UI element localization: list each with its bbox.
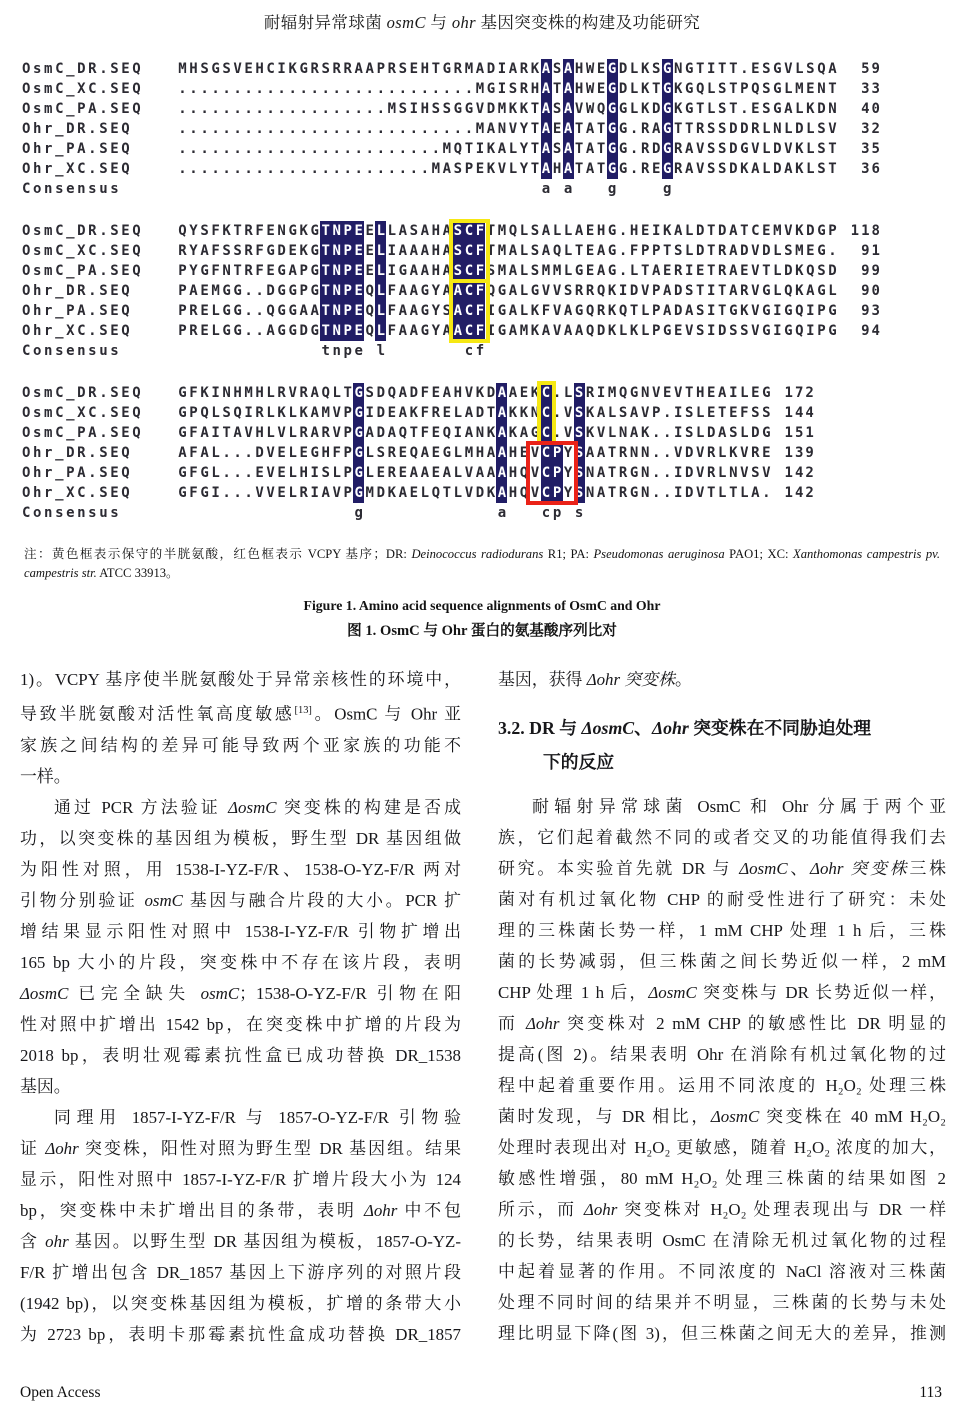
text-line: 的长势，结果表明 OsmC 在清除无机过氧化物的过程 [498,1231,946,1250]
sequence-label: OsmC_XC.SEQ [22,243,144,259]
residue-number: 36 [861,161,882,177]
alignment-row [22,281,964,301]
residue-number: 91 [861,243,882,259]
sequence-label: OsmC_XC.SEQ [22,405,144,421]
sequence-text: a a g g [541,181,672,197]
text-line: 菌时发现，与 DR 相比，ΔosmC 突变株在 40 mM H₂O₂ [498,1107,946,1126]
text-line: 性对照中扩增出 1542 bp，在突变株中扩增的片段为 [20,1014,461,1034]
sequence-text: . . . . . . . . . . . . . . . . . . . M S I H S S G G V D M K K T A S A V W Q G G L K D G K G T L S T . E S G A L K D N [178,101,837,117]
consensus-row [22,179,964,199]
text-line: 而 Δohr 突变株对 2 mM CHP 的敏感性比 DR 明显的 [498,1014,946,1033]
body-column-left [20,664,461,1350]
sequence-text: P Y G F N T R F E G A P G T N P E E L I G A A H A S C F S M A L S M M L G E A G . L T A E R I E T R A E V T L D K Q S D [178,263,837,279]
residue-number: 40 [861,101,882,117]
text-line: 敏感性增强，80 mM H₂O₂ 处理三株菌的结果如图 2 [498,1169,946,1188]
conserved-cysteine-box-yellow [449,219,490,283]
sequence-label: Ohr_XC.SEQ [22,323,133,339]
text-line: 为阳性对照，用 1538-I-YZ-F/R、1538-O-YZ-F/R 两对 [20,859,461,879]
text-line: 为 2723 bp，表明卡那霉素抗性盒成功替换 DR_1857 [20,1324,461,1344]
text-line: ΔosmC 已完全缺失 osmC；1538-O-YZ-F/R 引物在阳 [20,983,461,1003]
residue-number: 142 [784,485,816,501]
residue-number: 90 [861,283,882,299]
sequence-label: Ohr_PA.SEQ [22,141,133,157]
alignment-row [22,463,964,483]
sequence-label: OsmC_XC.SEQ [22,81,144,97]
sequence-text: t n p e l c f [321,343,485,359]
alignment-row [22,423,964,443]
text-line: 菌的长势减弱，但三株菌之间长势近似一样，2 mM [498,952,946,971]
residue-number: 118 [850,223,882,239]
text-line: 理比明显下降(图 3)，但三株菌之间无大的差异，推测 [498,1324,946,1343]
sequence-label: Ohr_XC.SEQ [22,161,133,177]
alignment-block [22,383,964,523]
alignment-row [22,443,964,463]
sequence-label: OsmC_DR.SEQ [22,223,144,239]
sequence-label: Ohr_PA.SEQ [22,303,133,319]
residue-number: 35 [861,141,882,157]
consensus-row [22,503,964,523]
text-line: 证 Δohr 突变株，阳性对照为野生型 DR 基因组。结果 [20,1138,461,1158]
text-line: 1)。VCPY 基序使半胱氨酸处于异常亲核性的环境中， [20,670,461,689]
text-line: 理的三株菌长势一样，1 mM CHP 处理 1 h 后，三株 [498,921,946,940]
text-line: 一样。 [20,766,71,786]
text-line: 通过 PCR 方法验证 ΔosmC 突变株的构建是否成 [54,797,461,817]
text-line: 所示，而 Δohr 突变株对 H₂O₂ 处理表现出与 DR 一样 [498,1200,946,1219]
residue-number: 142 [784,465,816,481]
alignment-row [22,383,964,403]
alignment-row [22,221,964,241]
text-line: 显示，阳性对照中 1857-I-YZ-F/R 扩增片段大小为 124 [20,1169,461,1189]
text-line: 含 ohr 基因。以野生型 DR 基因组为模板，1857-O-YZ- [20,1231,461,1251]
consensus-row [22,341,964,361]
text-line: 处理不同时间的结果并不明显，三株菌的长势与未处 [498,1293,946,1312]
figure-note: 注：黄色框表示保守的半胱氨酸，红色框表示 VCPY 基序；DR: Deinococcus radiodurans R1; PA: Pseudomonas aeruginosa PAO1; XC: Xanthomonas campestris pv. campestris str. ATCC 33913。 [24,547,940,580]
sequence-label: Ohr_PA.SEQ [22,465,133,481]
sequence-text: G F A I T A V H L V L R A R V P G A D A Q T F E Q I A N K A K A G C . V S K V L N A K . . I S L D A S L D G [178,425,771,441]
sequence-text: . . . . . . . . . . . . . . . . . . . . . . . . . . . M A N V Y T A E A T A T G G . R A G T T R S S D D R L N L D L S V [178,121,837,137]
section-heading: 下的反应 [543,752,615,772]
body-column-right [498,664,946,1350]
residue-number: 151 [784,425,816,441]
text-line: bp，突变株中未扩增出目的条带，表明 Δohr 中不包 [20,1200,461,1220]
text-line: 增结果显示阳性对照中 1538-I-YZ-F/R 引物扩增出 [20,921,461,941]
text-line: 基因，获得 Δohr 突变株。 [498,670,692,689]
text-line: 同理用 1857-I-YZ-F/R 与 1857-O-YZ-F/R 引物验 [54,1107,461,1127]
text-line: 家族之间结构的差异可能导致两个亚家族的功能不 [20,735,461,755]
sequence-label: Consensus [22,505,122,521]
text-line: 族，它们起着截然不同的或者交叉的功能值得我们去 [498,828,946,847]
sequence-text: . . . . . . . . . . . . . . . . . . . . . . . . . . . M G I S R H A T A H W E G D L K T G K G Q L S T P Q S G L M E N T [178,81,837,97]
text-line: 2018 bp，表明壮观霉素抗性盒已成功替换 DR_1538 [20,1045,461,1065]
alignment-row [22,139,964,159]
alignment-row [22,261,964,281]
sequence-label: OsmC_PA.SEQ [22,263,144,279]
alignment-row [22,79,964,99]
figure-1-alignment [22,59,964,523]
sequence-text: G P Q L S Q I R L K L K A M V P G I D E A K F R E L A D T A K K N C . V S K A L S A V P . I S L E T E F S S [178,405,771,421]
conserved-cysteine-box-yellow [449,279,490,343]
residue-number: 172 [784,385,816,401]
residue-number: 139 [784,445,816,461]
alignment-row [22,483,964,503]
alignment-block [22,59,964,199]
text-line: 菌对有机过氧化物 CHP 的耐受性进行了研究：未处 [498,890,946,909]
page-footer [20,1384,942,1402]
alignment-row [22,159,964,179]
sequence-text: R Y A F S S R F G D E K G T N P E E L I A A A H A S C F T M A L S A Q L T E A G . F P P T S L D T R A D V D L S M E G . [178,243,837,259]
residue-number: 32 [861,121,882,137]
residue-number: 99 [861,263,882,279]
sequence-text: Q Y S F K T R F E N G K G T N P E E L L A S A H A S C F T M Q L S A L L A E H G . H E I K A L D T D A T C E M V K D G P [178,223,837,239]
sequence-text: . . . . . . . . . . . . . . . . . . . . . . . . M Q T I K A L Y T A S A T A T G G . R D G R A V S S D G V L D V K L S T [178,141,837,157]
residue-number: 94 [861,323,882,339]
text-line: 程中起着重要作用。运用不同浓度的 H₂O₂ 处理三株 [498,1076,946,1095]
sequence-label: OsmC_DR.SEQ [22,61,144,77]
text-line: F/R 扩增出包含 DR_1857 基因上下游序列的对照片段 [20,1262,461,1282]
alignment-block [22,221,964,361]
sequence-label: OsmC_DR.SEQ [22,385,144,401]
sequence-text: . . . . . . . . . . . . . . . . . . . . . . . M A S P E K V L Y T A H A T A T G G . R E G R A V S S D K A L D A K L S T [178,161,837,177]
text-line: 耐辐射异常球菌 OsmC 和 Ohr 分属于两个亚 [532,797,946,816]
figure-caption-zh: 图 1. OsmC 与 Ohr 蛋白的氨基酸序列比对 [347,623,617,639]
sequence-label: Ohr_XC.SEQ [22,485,133,501]
alignment-row [22,321,964,341]
body-columns [20,664,944,1350]
residue-number: 59 [861,61,882,77]
text-line: 中起着显著的作用。不同浓度的 NaCl 溶液对三株菌 [498,1262,946,1281]
sequence-label: OsmC_PA.SEQ [22,101,144,117]
text-line: 导致半胱氨酸对活性氧高度敏感[13]。OsmC 与 Ohr 亚 [20,704,461,724]
alignment-row [22,99,964,119]
sequence-label: OsmC_PA.SEQ [22,425,144,441]
alignment-row [22,301,964,321]
sequence-text: M H S G S V E H C I K G R S R R A A P R S E H T G R M A D I A R K A S A H W E G D L K S G N G T I T T . E S G V L S Q A [178,61,837,77]
residue-number: 93 [861,303,882,319]
sequence-text: P R E L G G . . Q G G A A T N P E Q L F A A G Y S A C F I G A L K F V A G Q R K Q T L P A D A S I T G K V G I G Q I P G [178,303,837,319]
text-line: 165 bp 大小的片段，突变株中不存在该片段，表明 [20,952,461,972]
conserved-cysteine-box-yellow [537,381,556,445]
sequence-label: Ohr_DR.SEQ [22,121,133,137]
text-line: (1942 bp)，以突变株基因组为模板，扩增的条带大小 [20,1293,461,1313]
sequence-text: G F K I N H M H L R V R A Q L T G S D Q A D F E A H V K D A A E K C . L S R I M Q G N V E V T H E A I L E G [178,385,771,401]
text-line: 基因。 [20,1076,71,1096]
text-line: 研究。本实验首先就 DR 与 ΔosmC、Δohr 突变株三株 [498,859,946,878]
vcpy-motif-box-red [526,441,578,505]
sequence-text: P R E L G G . . A G G D G T N P E Q L F A A G Y A A C F I G A M K A V A A Q D K L K L P G E V S I D S S V G I G Q I P G [178,323,837,339]
footer-open-access-label: Open Access [20,1384,101,1401]
figure-caption-en: Figure 1. Amino acid sequence alignments of OsmC and Ohr [303,598,661,613]
sequence-label: Consensus [22,343,122,359]
alignment-row [22,119,964,139]
sequence-label: Consensus [22,181,122,197]
residue-number: 33 [861,81,882,97]
sequence-label: Ohr_DR.SEQ [22,445,133,461]
sequence-text: A F A L . . . D V E L E G H F P G L S R E Q A E G L M H A A H E V C P Y S A A T R N N . . V D V R L K V R E [178,445,771,461]
text-line: 功，以突变株的基因组为模板，野生型 DR 基因组做 [20,828,461,848]
section-heading: 3.2. DR 与 ΔosmC、Δohr 突变株在不同胁迫处理 [498,718,872,738]
text-line: 提高(图 2)。结果表明 Ohr 在消除有机过氧化物的过 [498,1045,946,1064]
sequence-label: Ohr_DR.SEQ [22,283,133,299]
text-line: CHP 处理 1 h 后，ΔosmC 突变株与 DR 长势近似一样， [498,983,946,1002]
sequence-text: G F G L . . . E V E L H I S L P G L E R E A A E A L V A A A H Q V C P Y S N A T R G N . . I D V R L N V S V [178,465,771,481]
alignment-row [22,59,964,79]
sequence-text: P A E M G G . . D G G P G T N P E Q L F A A G Y A A C F Q G A L G V V S R R Q K I D V P A D S T I T A R V G L Q K A G L [178,283,837,299]
residue-number: 144 [784,405,816,421]
text-line: 处理时表现出对 H₂O₂ 更敏感，随着 H₂O₂ 浓度的加大， [498,1138,946,1157]
sequence-text: g a c p s [354,505,584,521]
alignment-row [22,241,964,261]
sequence-text: G F G I . . . V V E L R I A V P G M D K A E L Q T L V D K A H Q V C P Y S N A T R G N . . I D V T L T L A . [178,485,771,501]
text-line: 引物分别验证 osmC 基因与融合片段的大小。PCR 扩 [20,890,461,910]
paper-title: 耐辐射异常球菌 osmC 与 ohr 基因突变株的构建及功能研究 [263,13,701,32]
alignment-row [22,403,964,423]
footer-page-number: 113 [919,1384,942,1401]
